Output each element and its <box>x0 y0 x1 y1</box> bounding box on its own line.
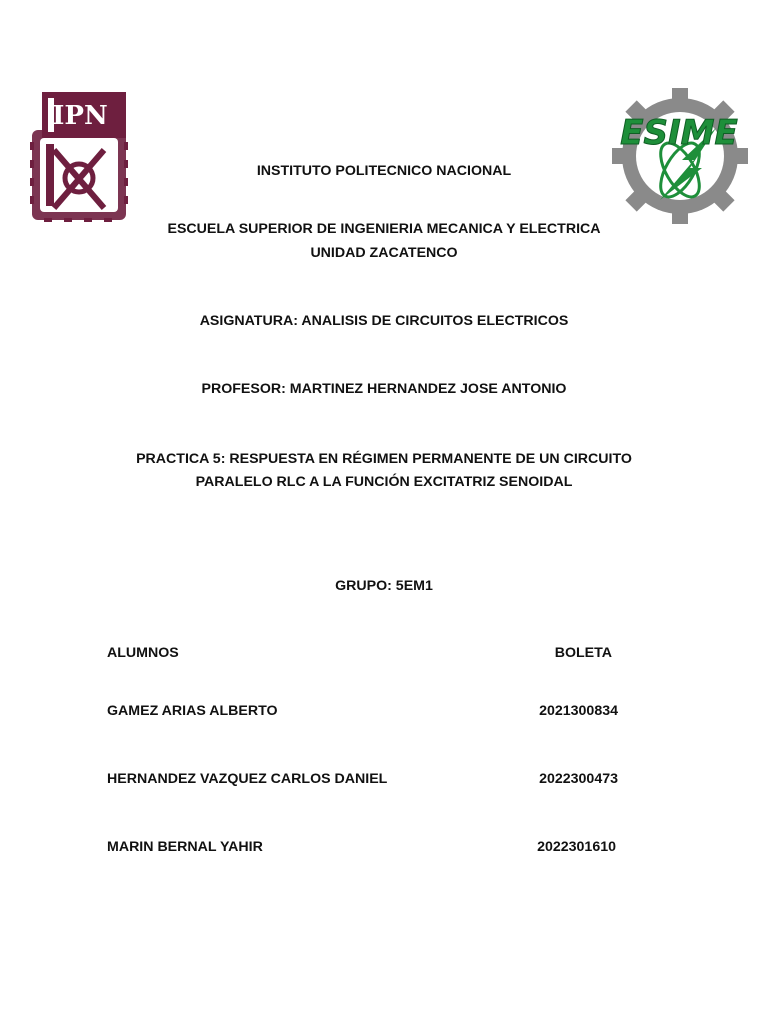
practice-title-line2: PARALELO RLC A LA FUNCIÓN EXCITATRIZ SENOIDAL <box>195 474 573 490</box>
esime-logo <box>598 88 760 226</box>
ipn-logo-graphic <box>30 90 128 222</box>
student-row-2-id: 2022300473 <box>539 771 618 787</box>
institution-title: INSTITUTO POLITECNICO NACIONAL <box>256 163 512 179</box>
ipn-logo-text: IPN <box>52 101 108 131</box>
esime-logo-text: ESIME <box>620 113 738 153</box>
student-row-2-name: HERNANDEZ VAZQUEZ CARLOS DANIEL <box>107 771 388 787</box>
school-name-line2: UNIDAD ZACATENCO <box>310 245 458 261</box>
subject-line: ASIGNATURA: ANALISIS DE CIRCUITOS ELECTRICOS <box>199 313 569 329</box>
students-header-name: ALUMNOS <box>107 645 179 661</box>
student-row-3-id: 2022301610 <box>537 839 616 855</box>
student-row-1-name: GAMEZ ARIAS ALBERTO <box>107 703 278 719</box>
school-name-line1: ESCUELA SUPERIOR DE INGENIERIA MECANICA Y ELECTRICA <box>167 221 601 237</box>
student-row-1-id: 2021300834 <box>539 703 618 719</box>
group-line: GRUPO: 5EM1 <box>335 578 433 594</box>
practice-title-line1: PRACTICA 5: RESPUESTA EN RÉGIMEN PERMANENTE DE UN CIRCUITO <box>136 451 632 467</box>
student-row-3-name: MARIN BERNAL YAHIR <box>107 839 263 855</box>
esime-logo-graphic <box>598 88 760 226</box>
students-header-id: BOLETA <box>554 645 612 661</box>
professor-line: PROFESOR: MARTINEZ HERNANDEZ JOSE ANTONIO <box>201 381 567 397</box>
ipn-logo <box>30 90 128 222</box>
